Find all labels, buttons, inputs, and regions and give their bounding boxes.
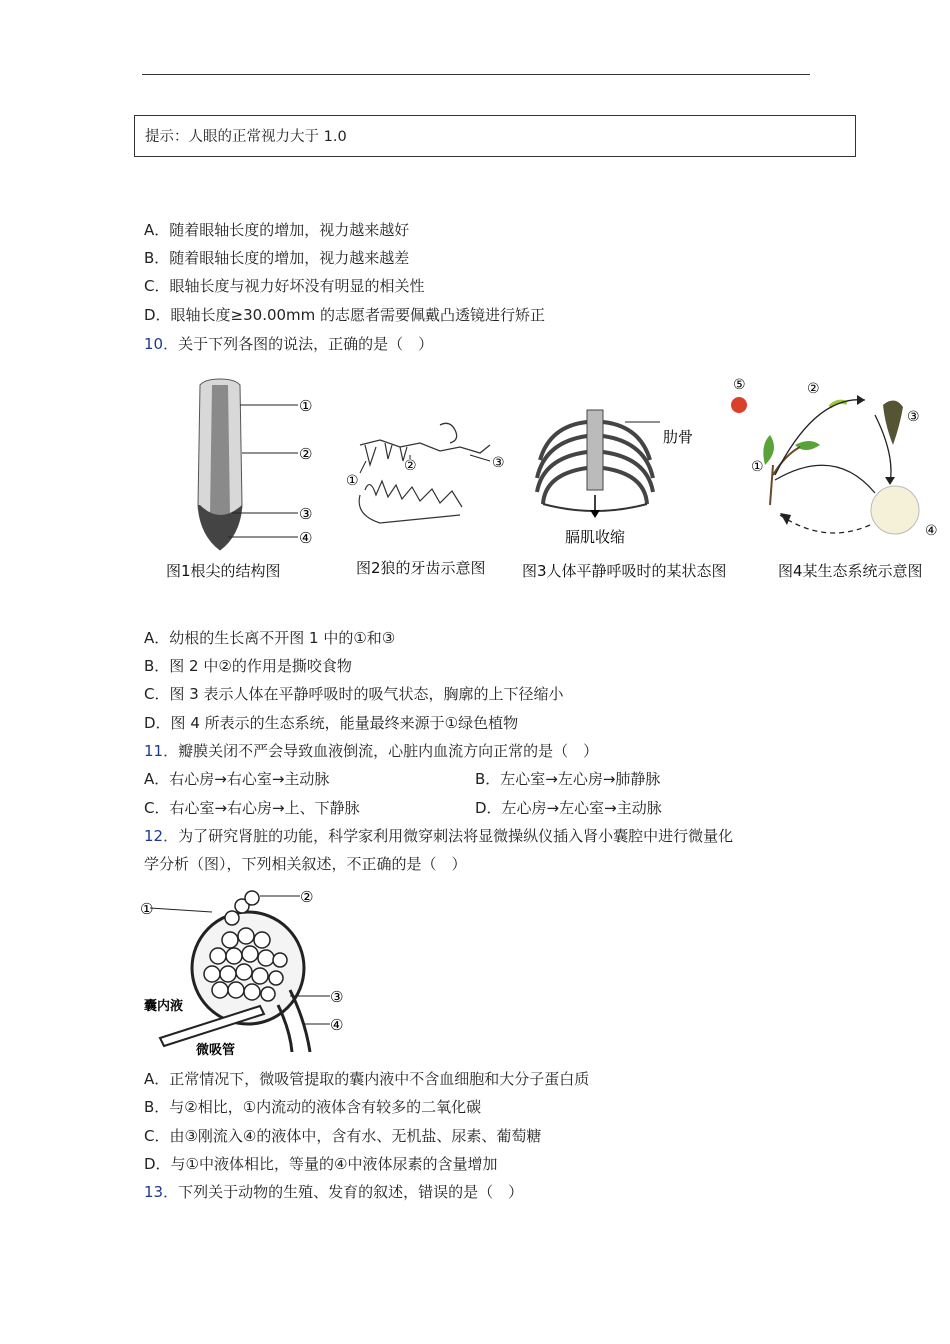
q9-option-a: A．随着眼轴长度的增加，视力越来越好 [144,221,410,239]
fig1-label-1: ① [299,397,313,415]
fig2-label-3: ③ [492,455,505,471]
q11-option-a: A．右心房→右心室→主动脉 [144,770,330,788]
q9-option-c: C．眼轴长度与视力好坏没有明显的相关性 [144,277,425,295]
q12-number: 12． [144,827,179,845]
q10-stem [144,334,433,354]
q11-option-d: D．左心房→左心室→主动脉 [475,799,662,817]
q12-label-pipette: 微吸管 [196,1043,236,1058]
q12-label-1: ① [140,900,154,918]
fig1-label-4: ④ [299,529,313,547]
fig4-label-5: ⑤ [733,377,746,393]
q12-option-a: A．正常情况下，微吸管提取的囊内液中不含血细胞和大分子蛋白质 [144,1070,590,1088]
fig2-wolf-teeth [340,415,520,535]
decomposer-circle [871,486,919,534]
header-rule [142,74,810,75]
q10-option-b: B．图 2 中②的作用是撕咬食物 [144,657,352,675]
sun-icon [731,397,747,413]
fig2-label-1: ① [346,473,359,489]
fig2-caption: 图2狼的牙齿示意图 [356,559,486,577]
q12-label-fluid: 囊内液 [144,999,184,1014]
q12-option-d: D．与①中液体相比，等量的④中液体尿素的含量增加 [144,1155,498,1173]
hint-box: 提示：人眼的正常视力大于 1.0 [134,115,856,157]
q10-number: 10． [144,335,179,353]
q11-option-b: B．左心室→左心房→肺静脉 [475,770,661,788]
fig2-label-2: ② [404,458,417,474]
fig4-caption: 图4某生态系统示意图 [778,562,923,580]
q12-label-3: ③ [330,988,344,1006]
q9-option-b: B．随着眼轴长度的增加，视力越来越差 [144,249,410,267]
fig4-label-2: ② [807,381,820,397]
fig1-label-3: ③ [299,505,313,523]
q12-kidney-figure [140,880,360,1060]
q12-label-4: ④ [330,1016,344,1034]
fig1-label-2: ② [299,445,313,463]
q12-stem-line2: 学分析（图），下列相关叙述，不正确的是（ ） [144,855,467,873]
q11-number: 11． [144,742,179,760]
fig3-caption: 图3人体平静呼吸时的某状态图 [522,562,727,580]
fig3-label-rib: 肋骨 [663,428,694,446]
fig4-ecosystem [725,375,945,555]
fig1-caption: 图1根尖的结构图 [166,562,281,580]
leaf-icon [763,435,774,465]
q11-stem [144,741,598,761]
fig3-ribcage [525,400,725,550]
q13-number: 13． [144,1183,179,1201]
q11-option-c: C．右心室→右心房→上、下静脉 [144,799,360,817]
q13-stem [144,1182,523,1202]
q12-stem-line1 [144,826,733,846]
q12-option-c: C．由③刚流入④的液体中，含有水、无机盐、尿素、葡萄糖 [144,1127,542,1145]
fig3-label-diaphragm: 膈肌收缩 [565,528,626,546]
q9-option-d: D．眼轴长度≥30.00mm 的志愿者需要佩戴凸透镜进行矫正 [144,306,546,324]
fig1-root-tip [160,375,330,555]
q12-label-2: ② [300,888,314,906]
q12-option-b: B．与②相比，①内流动的液体含有较多的二氧化碳 [144,1098,482,1116]
q10-option-d: D．图 4 所表示的生态系统，能量最终来源于①绿色植物 [144,714,519,732]
fig4-label-1: ① [751,459,764,475]
q10-stem-text: 关于下列各图的说法，正确的是（ ） [178,335,434,353]
q12-stem-text-1: 为了研究肾脏的功能，科学家利用微穿刺法将显微操纵仪插入肾小囊腔中进行微量化 [178,827,734,845]
q10-option-a: A．幼根的生长离不开图 1 中的①和③ [144,629,396,647]
fig4-label-4: ④ [925,523,938,539]
q13-stem-text: 下列关于动物的生殖、发育的叙述，错误的是（ ） [178,1183,524,1201]
bird-icon [883,400,903,445]
q10-option-c: C．图 3 表示人体在平静呼吸时的吸气状态，胸廓的上下径缩小 [144,685,564,703]
q11-stem-text: 瓣膜关闭不严会导致血液倒流，心脏内血流方向正常的是（ ） [178,742,599,760]
fig4-label-3: ③ [907,409,920,425]
